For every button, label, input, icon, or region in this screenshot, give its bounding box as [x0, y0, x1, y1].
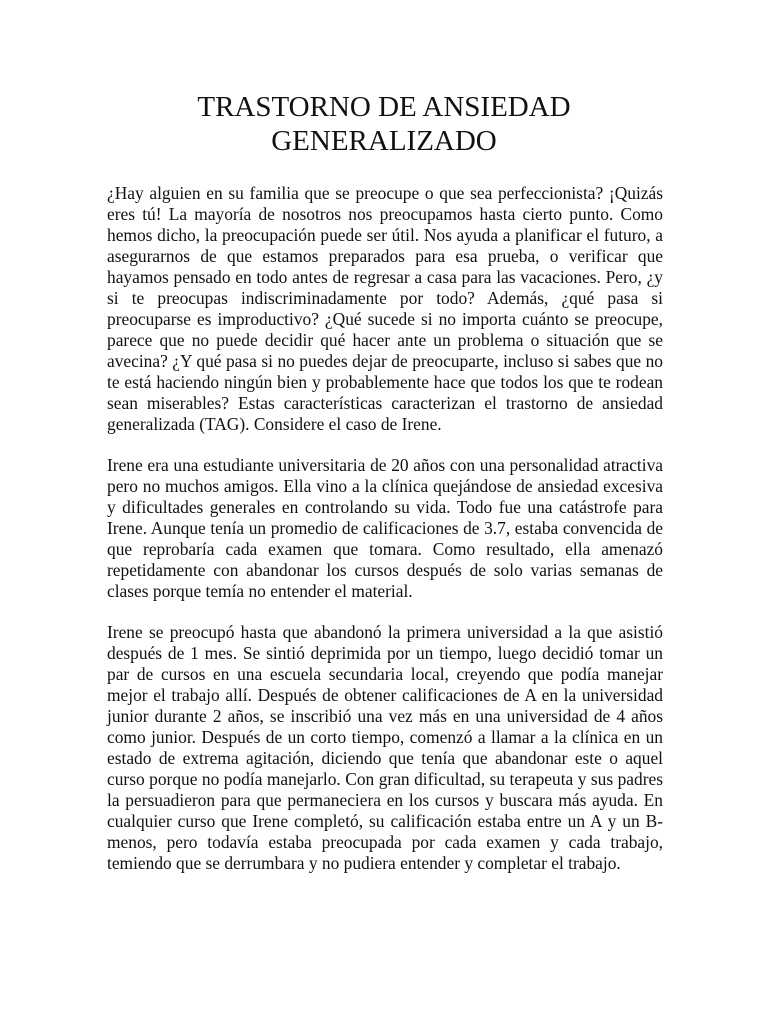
paragraph-1: ¿Hay alguien en su familia que se preocupe o que sea perfeccionista? ¡Quizás eres tú! La mayoría de nosotros nos preocupamos hasta cierto punto. Como hemos dicho, la preocupación puede ser útil. Nos ayuda a planificar el futuro, a asegurarnos de que estamos preparados para esa prueba, o verificar que hayamos pensado en todo antes de regresar a casa para las vacaciones. Pero, ¿y si te preocupas indiscriminadamente por todo? Además, ¿qué pasa si preocuparse es improductivo? ¿Qué sucede si no importa cuánto se preocupe, parece que no puede decidir qué hacer ante un problema o situación que se avecina? ¿Y qué pasa si no puedes dejar de preocuparte, incluso si sabes que no te está haciendo ningún bien y probablemente hace que todos los que te rodean sean miserables? Estas características caracterizan el trastorno de ansiedad generalizada (TAG). Considere el caso de Irene.	[107, 183, 663, 434]
paragraph-2: Irene era una estudiante universitaria de 20 años con una personalidad atractiva pero no muchos amigos. Ella vino a la clínica quejándose de ansiedad excesiva y dificultades generales en controlando su vida. Todo fue una catástrofe para Irene. Aunque tenía un promedio de calificaciones de 3.7, estaba convencida de que reprobaría cada examen que tomara. Como resultado, ella amenazó repetidamente con abandonar los cursos después de solo varias semanas de clases porque temía no entender el material.	[107, 455, 663, 601]
title-line-1: TRASTORNO DE ANSIEDAD	[197, 91, 571, 123]
paragraph-3: Irene se preocupó hasta que abandonó la primera universidad a la que asistió después de 1 mes. Se sintió deprimida por un tiempo, luego decidió tomar un par de cursos en una escuela secundaria local, creyendo que podía manejar mejor el trabajo allí. Después de obtener calificaciones de A en la universidad junior durante 2 años, se inscribió una vez más en una universidad de 4 años como junior. Después de un corto tiempo, comenzó a llamar a la clínica en un estado de extrema agitación, diciendo que tenía que abandonar este o aquel curso porque no podía manejarlo. Con gran dificultad, su terapeuta y sus padres la persuadieron para que permaneciera en los cursos y buscara más ayuda. En cualquier curso que Irene completó, su calificación estaba entre un A y un B-menos, pero todavía estaba preocupada por cada examen y cada trabajo, temiendo que se derrumbara y no pudiera entender y completar el trabajo.	[107, 622, 663, 873]
page-title	[60, 90, 708, 158]
document-body	[107, 183, 663, 894]
title-line-2: GENERALIZADO	[271, 125, 497, 157]
